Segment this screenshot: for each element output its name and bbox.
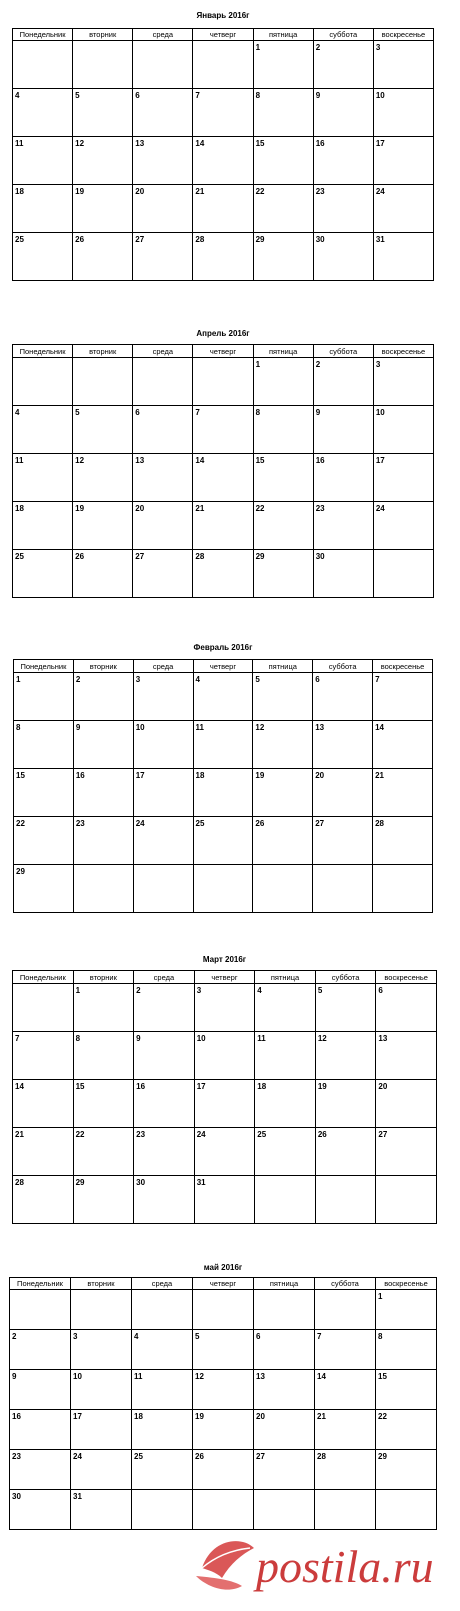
day-cell: 15	[14, 769, 74, 817]
week-row	[10, 1490, 437, 1530]
day-cell: 6	[313, 673, 373, 721]
day-cell: 22	[376, 1410, 437, 1450]
weekday-header: суббота	[313, 345, 373, 358]
weekday-header: четверг	[193, 345, 253, 358]
day-cell: 11	[13, 454, 73, 502]
day-cell: 8	[253, 89, 313, 137]
day-cell: 13	[313, 721, 373, 769]
weekday-header: среда	[133, 345, 193, 358]
day-cell: 14	[193, 137, 253, 185]
day-cell: 7	[193, 406, 253, 454]
day-cell: 10	[71, 1370, 132, 1410]
day-cell: 14	[13, 1080, 74, 1128]
day-cell: 24	[373, 502, 433, 550]
day-cell: 15	[376, 1370, 437, 1410]
day-cell: 10	[194, 1032, 255, 1080]
day-cell	[13, 984, 74, 1032]
day-cell: 28	[13, 1176, 74, 1224]
calendar-grid	[13, 659, 433, 913]
day-cell	[73, 358, 133, 406]
day-cell: 23	[73, 817, 133, 865]
day-cell: 8	[73, 1032, 134, 1080]
day-cell: 29	[376, 1450, 437, 1490]
weekday-header: пятница	[253, 345, 313, 358]
day-cell	[376, 1490, 437, 1530]
day-cell: 6	[376, 984, 437, 1032]
weekday-header: воскресенье	[373, 345, 433, 358]
day-cell	[193, 1490, 254, 1530]
day-cell: 11	[13, 137, 73, 185]
day-cell: 12	[73, 137, 133, 185]
day-cell: 3	[71, 1330, 132, 1370]
day-cell: 1	[376, 1290, 437, 1330]
day-cell: 8	[14, 721, 74, 769]
day-cell: 21	[193, 185, 253, 233]
day-cell: 13	[254, 1370, 315, 1410]
day-cell	[13, 41, 73, 89]
weekday-header-row	[13, 29, 434, 41]
day-cell	[73, 41, 133, 89]
day-cell: 31	[373, 233, 433, 281]
weekday-header: Понедельник	[13, 29, 73, 41]
day-cell: 19	[193, 1410, 254, 1450]
day-cell: 25	[13, 233, 73, 281]
day-cell: 4	[13, 406, 73, 454]
week-row	[13, 185, 434, 233]
day-cell: 2	[134, 984, 195, 1032]
postila-watermark-logo	[186, 1530, 456, 1606]
week-row	[10, 1290, 437, 1330]
day-cell: 21	[373, 769, 433, 817]
day-cell: 9	[313, 406, 373, 454]
month-title: Февраль 2016г	[193, 643, 253, 652]
week-row	[14, 865, 433, 913]
day-cell: 21	[13, 1128, 74, 1176]
day-cell: 22	[14, 817, 74, 865]
day-cell: 24	[194, 1128, 255, 1176]
day-cell: 16	[313, 454, 373, 502]
weekday-header: среда	[132, 1278, 193, 1290]
day-cell: 27	[376, 1128, 437, 1176]
day-cell: 8	[376, 1330, 437, 1370]
week-row	[13, 1080, 437, 1128]
day-cell: 30	[313, 233, 373, 281]
day-cell: 20	[133, 502, 193, 550]
day-cell: 9	[313, 89, 373, 137]
weekday-header-row	[13, 345, 434, 358]
weekday-header: вторник	[73, 660, 133, 673]
week-row	[13, 1032, 437, 1080]
weekday-header-row	[14, 660, 433, 673]
week-row	[13, 1176, 437, 1224]
day-cell: 28	[193, 233, 253, 281]
day-cell: 24	[373, 185, 433, 233]
day-cell: 10	[133, 721, 193, 769]
day-cell: 5	[193, 1330, 254, 1370]
day-cell: 12	[193, 1370, 254, 1410]
day-cell: 12	[253, 721, 313, 769]
week-row	[13, 502, 434, 550]
day-cell: 28	[315, 1450, 376, 1490]
day-cell: 20	[254, 1410, 315, 1450]
day-cell: 1	[253, 358, 313, 406]
calendar-grid	[12, 344, 434, 598]
day-cell: 9	[73, 721, 133, 769]
weekday-header: пятница	[255, 971, 316, 984]
day-cell	[132, 1490, 193, 1530]
day-cell	[313, 865, 373, 913]
day-cell: 17	[194, 1080, 255, 1128]
day-cell: 23	[10, 1450, 71, 1490]
week-row	[10, 1370, 437, 1410]
weekday-header: пятница	[253, 29, 313, 41]
week-row	[13, 984, 437, 1032]
day-cell: 18	[132, 1410, 193, 1450]
calendar-grid	[9, 1277, 437, 1530]
day-cell: 3	[194, 984, 255, 1032]
day-cell: 22	[253, 502, 313, 550]
week-row	[14, 817, 433, 865]
day-cell: 9	[10, 1370, 71, 1410]
day-cell: 20	[133, 185, 193, 233]
weekday-header: четверг	[193, 660, 253, 673]
day-cell	[255, 1176, 316, 1224]
day-cell: 7	[193, 89, 253, 137]
day-cell	[193, 41, 253, 89]
day-cell: 8	[253, 406, 313, 454]
day-cell: 17	[133, 769, 193, 817]
day-cell: 20	[313, 769, 373, 817]
week-row	[14, 673, 433, 721]
day-cell: 15	[253, 137, 313, 185]
day-cell: 1	[14, 673, 74, 721]
day-cell: 15	[253, 454, 313, 502]
day-cell: 18	[255, 1080, 316, 1128]
weekday-header: суббота	[313, 29, 373, 41]
day-cell: 12	[73, 454, 133, 502]
day-cell: 21	[315, 1410, 376, 1450]
day-cell: 17	[373, 454, 433, 502]
day-cell: 14	[373, 721, 433, 769]
day-cell: 26	[73, 233, 133, 281]
day-cell: 30	[134, 1176, 195, 1224]
day-cell: 18	[13, 185, 73, 233]
week-row	[13, 89, 434, 137]
month-title: Январь 2016г	[196, 11, 250, 20]
day-cell: 17	[71, 1410, 132, 1450]
weekday-header: Понедельник	[10, 1278, 71, 1290]
day-cell: 7	[373, 673, 433, 721]
day-cell: 16	[313, 137, 373, 185]
day-cell: 23	[134, 1128, 195, 1176]
week-row	[13, 406, 434, 454]
day-cell: 13	[133, 454, 193, 502]
day-cell: 2	[10, 1330, 71, 1370]
weekday-header: Понедельник	[13, 971, 74, 984]
day-cell	[133, 41, 193, 89]
day-cell: 13	[133, 137, 193, 185]
day-cell: 26	[73, 550, 133, 598]
day-cell: 2	[313, 358, 373, 406]
day-cell: 16	[73, 769, 133, 817]
day-cell: 3	[133, 673, 193, 721]
day-cell: 19	[253, 769, 313, 817]
day-cell: 30	[10, 1490, 71, 1530]
day-cell	[253, 865, 313, 913]
week-row	[10, 1450, 437, 1490]
weekday-header: среда	[133, 660, 193, 673]
day-cell: 22	[253, 185, 313, 233]
day-cell: 18	[13, 502, 73, 550]
month-title: Апрель 2016г	[196, 329, 250, 338]
week-row	[14, 769, 433, 817]
day-cell: 29	[253, 550, 313, 598]
weekday-header: вторник	[73, 345, 133, 358]
day-cell: 4	[132, 1330, 193, 1370]
day-cell: 6	[254, 1330, 315, 1370]
day-cell: 2	[313, 41, 373, 89]
day-cell: 19	[73, 502, 133, 550]
weekday-header: воскресенье	[373, 29, 433, 41]
day-cell: 12	[315, 1032, 376, 1080]
week-row	[10, 1410, 437, 1450]
day-cell: 29	[253, 233, 313, 281]
week-row	[14, 721, 433, 769]
day-cell: 25	[255, 1128, 316, 1176]
day-cell: 5	[315, 984, 376, 1032]
leaf-icon	[196, 1541, 254, 1590]
day-cell: 5	[253, 673, 313, 721]
day-cell: 11	[193, 721, 253, 769]
weekday-header: воскресенье	[373, 660, 433, 673]
day-cell: 26	[253, 817, 313, 865]
week-row	[13, 358, 434, 406]
day-cell: 4	[13, 89, 73, 137]
week-row	[10, 1330, 437, 1370]
weekday-header-row	[10, 1278, 437, 1290]
watermark-text: postila.ru	[256, 1541, 434, 1592]
day-cell: 9	[134, 1032, 195, 1080]
day-cell: 27	[133, 550, 193, 598]
day-cell: 23	[313, 502, 373, 550]
day-cell: 26	[193, 1450, 254, 1490]
month-title: май 2016г	[203, 1263, 243, 1272]
day-cell: 14	[193, 454, 253, 502]
day-cell: 15	[73, 1080, 134, 1128]
day-cell	[254, 1490, 315, 1530]
week-row	[13, 233, 434, 281]
day-cell: 28	[373, 817, 433, 865]
day-cell: 3	[373, 41, 433, 89]
week-row	[13, 41, 434, 89]
day-cell: 19	[73, 185, 133, 233]
day-cell	[376, 1176, 437, 1224]
day-cell: 25	[13, 550, 73, 598]
weekday-header: Понедельник	[13, 345, 73, 358]
weekday-header: пятница	[253, 660, 313, 673]
day-cell	[373, 550, 433, 598]
day-cell: 6	[133, 89, 193, 137]
weekday-header: Понедельник	[14, 660, 74, 673]
day-cell	[315, 1490, 376, 1530]
day-cell	[193, 1290, 254, 1330]
week-row	[13, 454, 434, 502]
day-cell	[315, 1176, 376, 1224]
weekday-header: среда	[134, 971, 195, 984]
day-cell: 20	[376, 1080, 437, 1128]
day-cell: 4	[255, 984, 316, 1032]
weekday-header: пятница	[254, 1278, 315, 1290]
weekday-header: воскресенье	[376, 971, 437, 984]
weekday-header: вторник	[73, 29, 133, 41]
week-row	[13, 550, 434, 598]
day-cell: 10	[373, 406, 433, 454]
day-cell: 4	[193, 673, 253, 721]
day-cell: 23	[313, 185, 373, 233]
day-cell: 6	[133, 406, 193, 454]
day-cell: 30	[313, 550, 373, 598]
day-cell: 11	[255, 1032, 316, 1080]
month-title: Март 2016г	[202, 955, 247, 964]
weekday-header: четверг	[193, 1278, 254, 1290]
day-cell	[133, 865, 193, 913]
day-cell: 11	[132, 1370, 193, 1410]
day-cell: 7	[315, 1330, 376, 1370]
day-cell: 25	[132, 1450, 193, 1490]
day-cell	[373, 865, 433, 913]
day-cell: 1	[73, 984, 134, 1032]
day-cell: 5	[73, 406, 133, 454]
weekday-header: суббота	[315, 971, 376, 984]
weekday-header: воскресенье	[376, 1278, 437, 1290]
weekday-header: вторник	[73, 971, 134, 984]
day-cell: 16	[134, 1080, 195, 1128]
weekday-header-row	[13, 971, 437, 984]
day-cell	[10, 1290, 71, 1330]
day-cell	[73, 865, 133, 913]
day-cell: 24	[71, 1450, 132, 1490]
day-cell: 31	[71, 1490, 132, 1530]
week-row	[13, 1128, 437, 1176]
day-cell: 18	[193, 769, 253, 817]
weekday-header: среда	[133, 29, 193, 41]
day-cell: 13	[376, 1032, 437, 1080]
day-cell: 14	[315, 1370, 376, 1410]
day-cell: 2	[73, 673, 133, 721]
day-cell: 31	[194, 1176, 255, 1224]
day-cell: 25	[193, 817, 253, 865]
day-cell	[133, 358, 193, 406]
day-cell: 28	[193, 550, 253, 598]
day-cell: 5	[73, 89, 133, 137]
day-cell: 21	[193, 502, 253, 550]
day-cell: 26	[315, 1128, 376, 1176]
day-cell: 3	[373, 358, 433, 406]
day-cell	[315, 1290, 376, 1330]
day-cell: 7	[13, 1032, 74, 1080]
day-cell: 22	[73, 1128, 134, 1176]
day-cell: 24	[133, 817, 193, 865]
day-cell: 27	[254, 1450, 315, 1490]
day-cell: 29	[14, 865, 74, 913]
day-cell: 19	[315, 1080, 376, 1128]
weekday-header: суббота	[313, 660, 373, 673]
day-cell: 16	[10, 1410, 71, 1450]
weekday-header: четверг	[194, 971, 255, 984]
day-cell: 17	[373, 137, 433, 185]
weekday-header: четверг	[193, 29, 253, 41]
calendar-grid	[12, 970, 437, 1224]
day-cell: 29	[73, 1176, 134, 1224]
day-cell: 10	[373, 89, 433, 137]
day-cell: 1	[253, 41, 313, 89]
week-row	[13, 137, 434, 185]
day-cell	[71, 1290, 132, 1330]
weekday-header: вторник	[71, 1278, 132, 1290]
day-cell: 27	[313, 817, 373, 865]
day-cell	[193, 358, 253, 406]
day-cell	[193, 865, 253, 913]
day-cell	[13, 358, 73, 406]
day-cell	[254, 1290, 315, 1330]
weekday-header: суббота	[315, 1278, 376, 1290]
day-cell	[132, 1290, 193, 1330]
calendar-grid	[12, 28, 434, 281]
day-cell: 27	[133, 233, 193, 281]
